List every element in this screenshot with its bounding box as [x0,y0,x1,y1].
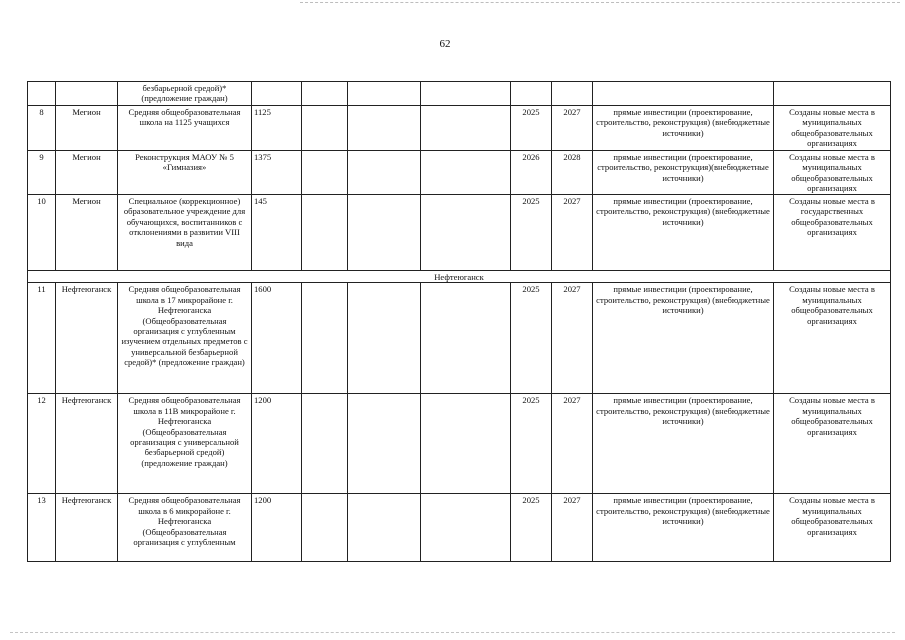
end-year-cell: 2028 [552,151,593,195]
mechanism-cell: прямые инвестиции (проектирование, строительство, реконструкция) (внебюджетные источники) [593,195,774,271]
start-year-cell: 2025 [511,394,552,494]
row-number-cell: 9 [28,151,56,195]
mechanism-cell: прямые инвестиции (проектирование, строительство, реконструкция) (внебюджетные источники) [593,494,774,562]
end-year-cell: 2027 [552,195,593,271]
table-row [28,494,891,562]
end-year-cell: 2027 [552,494,593,562]
end-year-cell: 2027 [552,283,593,394]
object-name-cell: Средняя общеобразовательная школа в 17 микрорайоне г. Нефтеюганска (Общеобразовательная организация с углубленным изучением отдельных предметов с универсальной безбарьерной средой)* (предложение граждан) [118,283,252,394]
end-year-cell: 2027 [552,394,593,494]
scan-edge-top [300,2,900,3]
start-year-cell: 2025 [511,494,552,562]
row-number-cell: 10 [28,195,56,271]
mechanism-cell: прямые инвестиции (проектирование, строительство, реконструкция)(внебюджетные источники) [593,151,774,195]
result-cell: Созданы новые места в муниципальных общеобразовательных организациях [774,151,891,195]
investment-projects-table [27,81,891,562]
result-cell: Созданы новые места в муниципальных общеобразовательных организациях [774,394,891,494]
result-cell: Созданы новые места в муниципальных общеобразовательных организациях [774,106,891,151]
result-cell: Созданы новые места в муниципальных общеобразовательных организациях [774,283,891,394]
capacity-cell: 145 [252,195,302,271]
table-row [28,151,891,195]
end-year-cell: 2027 [552,106,593,151]
mechanism-cell: прямые инвестиции (проектирование, строительство, реконструкция) (внебюджетные источники) [593,283,774,394]
start-year-cell: 2026 [511,151,552,195]
row-number-cell: 8 [28,106,56,151]
object-name-cell: Реконструкция МАОУ № 5 «Гимназия» [118,151,252,195]
object-name-cell: Средняя общеобразовательная школа в 11В микрорайоне г. Нефтеюганска (Общеобразовательная организация с универсальной безбарьерной средой) (предложение граждан) [118,394,252,494]
object-name-cell: Специальное (коррекционное) образовательное учреждение для обучающихся, воспитанников с отклонениями в развитии VIII вида [118,195,252,271]
municipality-cell: Мегион [56,151,118,195]
capacity-cell: 1200 [252,494,302,562]
table-row-continuation [28,82,891,106]
row-number-cell: 13 [28,494,56,562]
table-row [28,106,891,151]
region-heading: Нефтеюганск [28,271,891,283]
table-row [28,195,891,271]
table-row [28,394,891,494]
object-name-cell: Средняя общеобразовательная школа в 6 микрорайоне г. Нефтеюганска (Общеобразовательная организация с углубленным [118,494,252,562]
row-number-cell: 11 [28,283,56,394]
municipality-cell: Мегион [56,195,118,271]
start-year-cell: 2025 [511,283,552,394]
page-number: 62 [439,38,451,50]
municipality-cell: Нефтеюганск [56,394,118,494]
capacity-cell: 1375 [252,151,302,195]
result-cell: Созданы новые места в государственных общеобразовательных организациях [774,195,891,271]
start-year-cell: 2025 [511,195,552,271]
capacity-cell: 1200 [252,394,302,494]
region-heading-row [28,271,891,283]
table-row [28,283,891,394]
result-cell: Созданы новые места в муниципальных общеобразовательных организациях [774,494,891,562]
mechanism-cell: прямые инвестиции (проектирование, строительство, реконструкция) (внебюджетные источники) [593,106,774,151]
scan-edge-bottom [10,632,895,633]
municipality-cell: Нефтеюганск [56,494,118,562]
start-year-cell: 2025 [511,106,552,151]
row-number-cell: 12 [28,394,56,494]
municipality-cell: Мегион [56,106,118,151]
capacity-cell: 1125 [252,106,302,151]
object-name-cell: Средняя общеобразовательная школа на 1125 учащихся [118,106,252,151]
mechanism-cell: прямые инвестиции (проектирование, строительство, реконструкция) (внебюджетные источники) [593,394,774,494]
object-name-cell: безбарьерной средой)* (предложение граждан) [118,82,252,106]
capacity-cell: 1600 [252,283,302,394]
municipality-cell: Нефтеюганск [56,283,118,394]
